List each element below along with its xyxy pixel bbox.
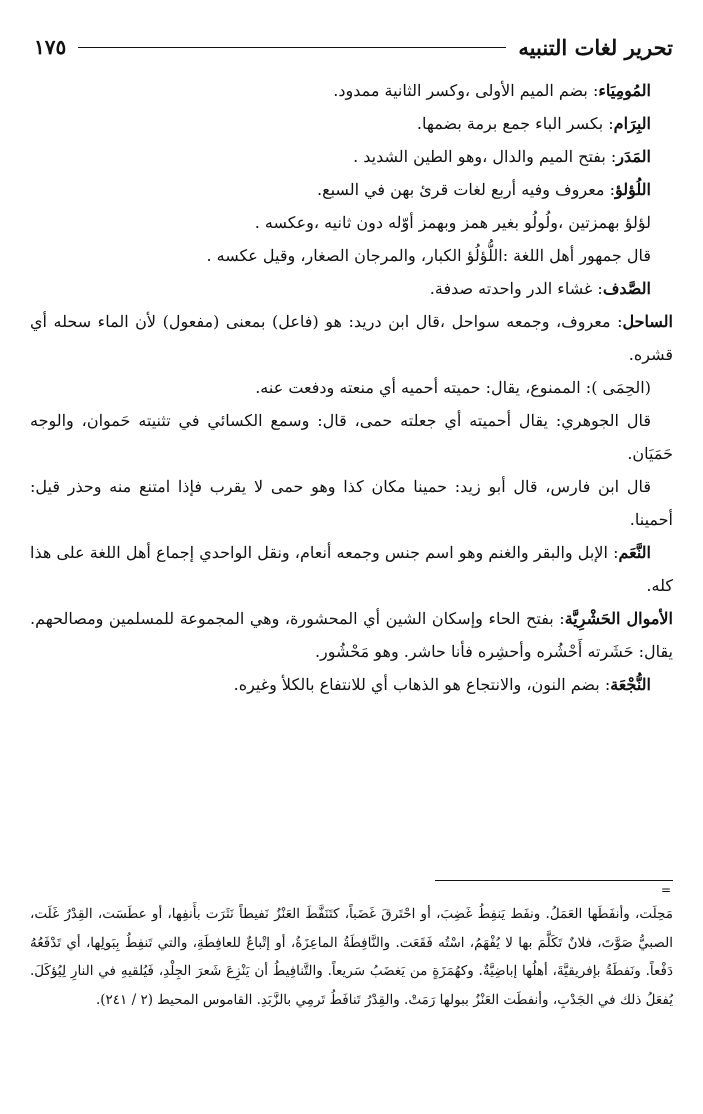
entry-term: النُّجْعَة	[610, 675, 651, 694]
entry-definition: : معروف، وجمعه سواحل ،قال ابن دريد: هو (فاعل) بمعنى (مفعول) لأن الماء سحله أي قشره.	[30, 312, 673, 364]
entry-hashriyya	[30, 602, 673, 668]
entry-sadaf	[30, 272, 673, 305]
entry-term: النَّعَم	[618, 543, 651, 562]
entry-biram	[30, 107, 673, 140]
footnote-rule	[435, 880, 673, 881]
entry-definition: : بفتح الميم والدال ،وهو الطين الشديد .	[353, 147, 617, 166]
entry-sahil	[30, 305, 673, 371]
entry-definition: (الحِمَى ): الممنوع، يقال: حميته أحميه أي منعته ودفعت عنه.	[255, 378, 651, 397]
entry-ibn-faris	[30, 470, 673, 536]
entry-nujaa	[30, 668, 673, 701]
main-text	[30, 74, 673, 701]
entry-term: الأموال الحَشْرِيَّة	[564, 609, 674, 628]
entry-term: اللُؤلؤ	[614, 180, 651, 199]
entry-lulu-variants	[30, 206, 673, 239]
entry-definition: : بضم الميم الأولى ،وكسر الثانية ممدود.	[333, 81, 599, 100]
footnote-text: مَحِلَت، وأنفَطَها العَمَلُ. ونفَط يَنفِطُ غَضِبَ، أو احْتَرقَ غَضَباً، كتَنَفَّطَ العَنْزُ نَفيطاً نَثَرَت بأَنفِها، أو عطَسَت، القِدْرُ غَلَت، الصبيُّ صَوَّتَ، فلانٌ تَكَلَّمَ بها لا يُفْهَمُ، اسْتُه فَقَعَت. والنَّافِطَةُ الماعِزَةُ، أو إتْباعٌ للعافِطَةِ، والتي تَنفِطُ بِبَولِها، أي تَدْفَعُهُ دَفْعاً. ونَفطَةُ بإفريقيَّةَ، أهلُها إباضِيَّةٌ. وكهُمَزَةٍ من يَغضَبُ سَريعاً. والتَّنافِيطُ أن يَنْزِعَ شَعرَ الجِلْدِ، فَيُلقيهِ في النارِ لِيُؤكَلَ. يُفعَلُ ذلك في الجَدْبِ، وأنفطَت العَنْزُ ببولها رَمَتْ. والقِدْرُ تَنافَطُ تَرمِي بالزَّبَدِ. القاموس المحيط (٢ / ٢٤١).	[30, 906, 673, 1008]
entry-hima	[30, 371, 673, 404]
entry-lulu-jumhur	[30, 239, 673, 272]
entry-lulu	[30, 173, 673, 206]
entry-term: البِرَام	[613, 114, 651, 133]
entry-definition: لؤلؤ بهمزتين ،ولُولُو بغير همز وبهمز أوّله دون ثانيه ،وعكسه .	[254, 213, 651, 232]
page-header	[34, 30, 673, 64]
entry-definition: قال ابن فارس، قال أبو زيد: حمينا مكان كذا وهو حمى لا يقرب فإذا امتنع منه وحذر قيل: أحمينا.	[30, 477, 673, 529]
entry-definition: : بكسر الباء جمع برمة بضمها.	[416, 114, 614, 133]
entry-term: المُومِيَاء	[598, 81, 651, 100]
entry-definition: : بفتح الحاء وإسكان الشين أي المحشورة، وهي المجموعة للمسلمين ومصالحهم. يقال: حَشَرته أَحْشُره وأحشِره فأنا حاشر. وهو مَحْشُور.	[30, 609, 673, 661]
entry-definition: : غشاء الدر واحدته صدفة.	[429, 279, 603, 298]
entry-jawhari	[30, 404, 673, 470]
entry-madar	[30, 140, 673, 173]
entry-mumiya	[30, 74, 673, 107]
entry-term: الصَّدف	[602, 279, 651, 298]
entry-definition: : معروف وفيه أربع لغات قرئ بهن في السبع.	[316, 180, 615, 199]
entry-definition: قال الجوهري: يقال أحميته أي جعلته حمى، قال: وسمع الكسائي في تثنيته حَموان، والوجه حَمَيَان.	[30, 411, 673, 463]
header-rule	[78, 47, 506, 48]
entry-definition: قال جمهور أهل اللغة :اللُّؤلُؤ الكبار، والمرجان الصغار، وقيل عكسه .	[206, 246, 651, 265]
entry-definition: : بضم النون، والانتجاع هو الذهاب أي للانتفاع بالكلأ وغيره.	[233, 675, 611, 694]
entry-term: المَدَر	[616, 147, 651, 166]
entry-naam	[30, 536, 673, 602]
page-number: ١٧٥	[34, 35, 67, 59]
running-title: تحرير لغات التنبيه	[518, 34, 673, 60]
footnote-continuation-mark: =	[660, 883, 671, 897]
entry-term: الساحل	[622, 312, 673, 331]
entry-definition: : الإبل والبقر والغنم وهو اسم جنس وجمعه أنعام، ونقل الواحدي إجماع أهل اللغة على هذا كله.	[30, 543, 673, 595]
